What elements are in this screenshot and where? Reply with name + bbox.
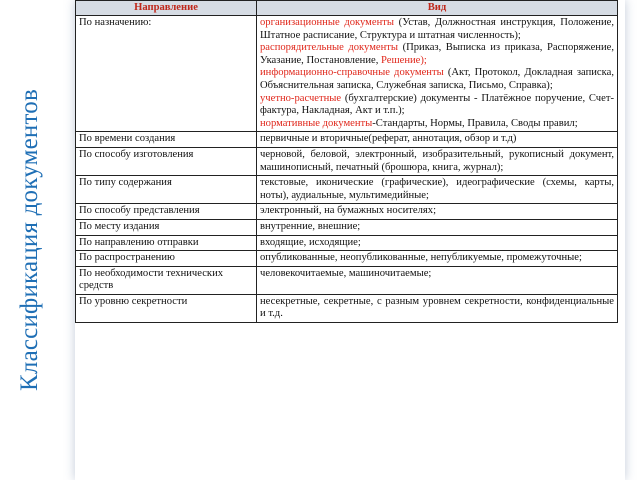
row-direction: По уровню секретности: [76, 294, 257, 322]
row-direction: По способу изготовления: [76, 147, 257, 175]
row-direction: По месту издания: [76, 219, 257, 235]
row-kind: несекретные, секретные, с разным уровнем секретности, конфиденциальные и т.д.: [257, 294, 618, 322]
table-row: [76, 294, 618, 322]
table-row: [76, 204, 618, 220]
kind-item: [260, 93, 614, 118]
kind-item-red: информационно-справочные документы: [260, 67, 444, 79]
kind-item-red: нормативные документы: [260, 117, 373, 129]
header-kind: Вид: [257, 1, 618, 16]
row-kind: внутренние, внешние;: [257, 219, 618, 235]
table-row: [76, 251, 618, 267]
side-title-container: [0, 0, 60, 480]
table-row: [76, 266, 618, 294]
kind-item-red-extra: Решение);: [381, 54, 427, 66]
row-direction: По времени создания: [76, 132, 257, 148]
kind-item-text: (Приказ, Выписка из приказа, Распоряжение, Указание, Постановление,: [260, 42, 614, 66]
kind-item-text: (бухгалтерские) документы - Платёжное поручение, Счет-фактура, Накладная, Акт и т.п.);: [260, 92, 614, 117]
kind-item: [260, 42, 614, 67]
row-direction: По распространению: [76, 251, 257, 267]
classification-table: [75, 0, 618, 323]
row-kind: черновой, беловой, электронный, изобразительный, рукописный документ, машинописный, печатный (брошюра, книга, журнал);: [257, 147, 618, 175]
table-row: [76, 235, 618, 251]
table-header-row: [76, 1, 618, 16]
row-direction: По направлению отправки: [76, 235, 257, 251]
side-title: Классификация документов: [16, 89, 43, 391]
row-direction: По типу содержания: [76, 176, 257, 204]
table-row: [76, 132, 618, 148]
kind-item-red: организационные документы: [260, 17, 394, 28]
kind-item: [260, 118, 614, 131]
kind-item-text: (Акт, Протокол, Докладная записка, Объяснительная записка, Служебная записка, Письмо, Справка);: [260, 67, 614, 91]
kind-item-text: -Стандарты, Нормы, Правила, Своды правил;: [372, 117, 578, 129]
kind-item-red: распорядительные документы: [260, 42, 399, 54]
row-kind: текстовые, иконические (графические), идеографические (схемы, карты, ноты), аудиальные, мультимедийные;: [257, 176, 618, 204]
header-direction: Направление: [76, 1, 257, 16]
row-kind: первичные и вторичные(реферат, аннотация, обзор и т.д): [257, 132, 618, 148]
row-kind: [257, 16, 618, 132]
kind-item-text: (Устав, Должностная инструкция, Положение, Штатное расписание, Структура и штатная численность);: [260, 17, 614, 41]
kind-item: [260, 67, 614, 92]
table-row: [76, 176, 618, 204]
kind-item: [260, 17, 614, 42]
table-row: [76, 16, 618, 132]
table-row: [76, 147, 618, 175]
kind-item-red: учетно-расчетные: [260, 92, 342, 104]
row-kind: опубликованные, неопубликованные, непубликуемые, промежуточные;: [257, 251, 618, 267]
row-direction: По необходимости технических средств: [76, 266, 257, 294]
row-direction: По способу представления: [76, 204, 257, 220]
row-direction: По назначению:: [76, 16, 257, 132]
row-kind: входящие, исходящие;: [257, 235, 618, 251]
row-kind: человекочитаемые, машиночитаемые;: [257, 266, 618, 294]
table-row: [76, 219, 618, 235]
row-kind: электронный, на бумажных носителях;: [257, 204, 618, 220]
document-sheet: [75, 0, 625, 480]
